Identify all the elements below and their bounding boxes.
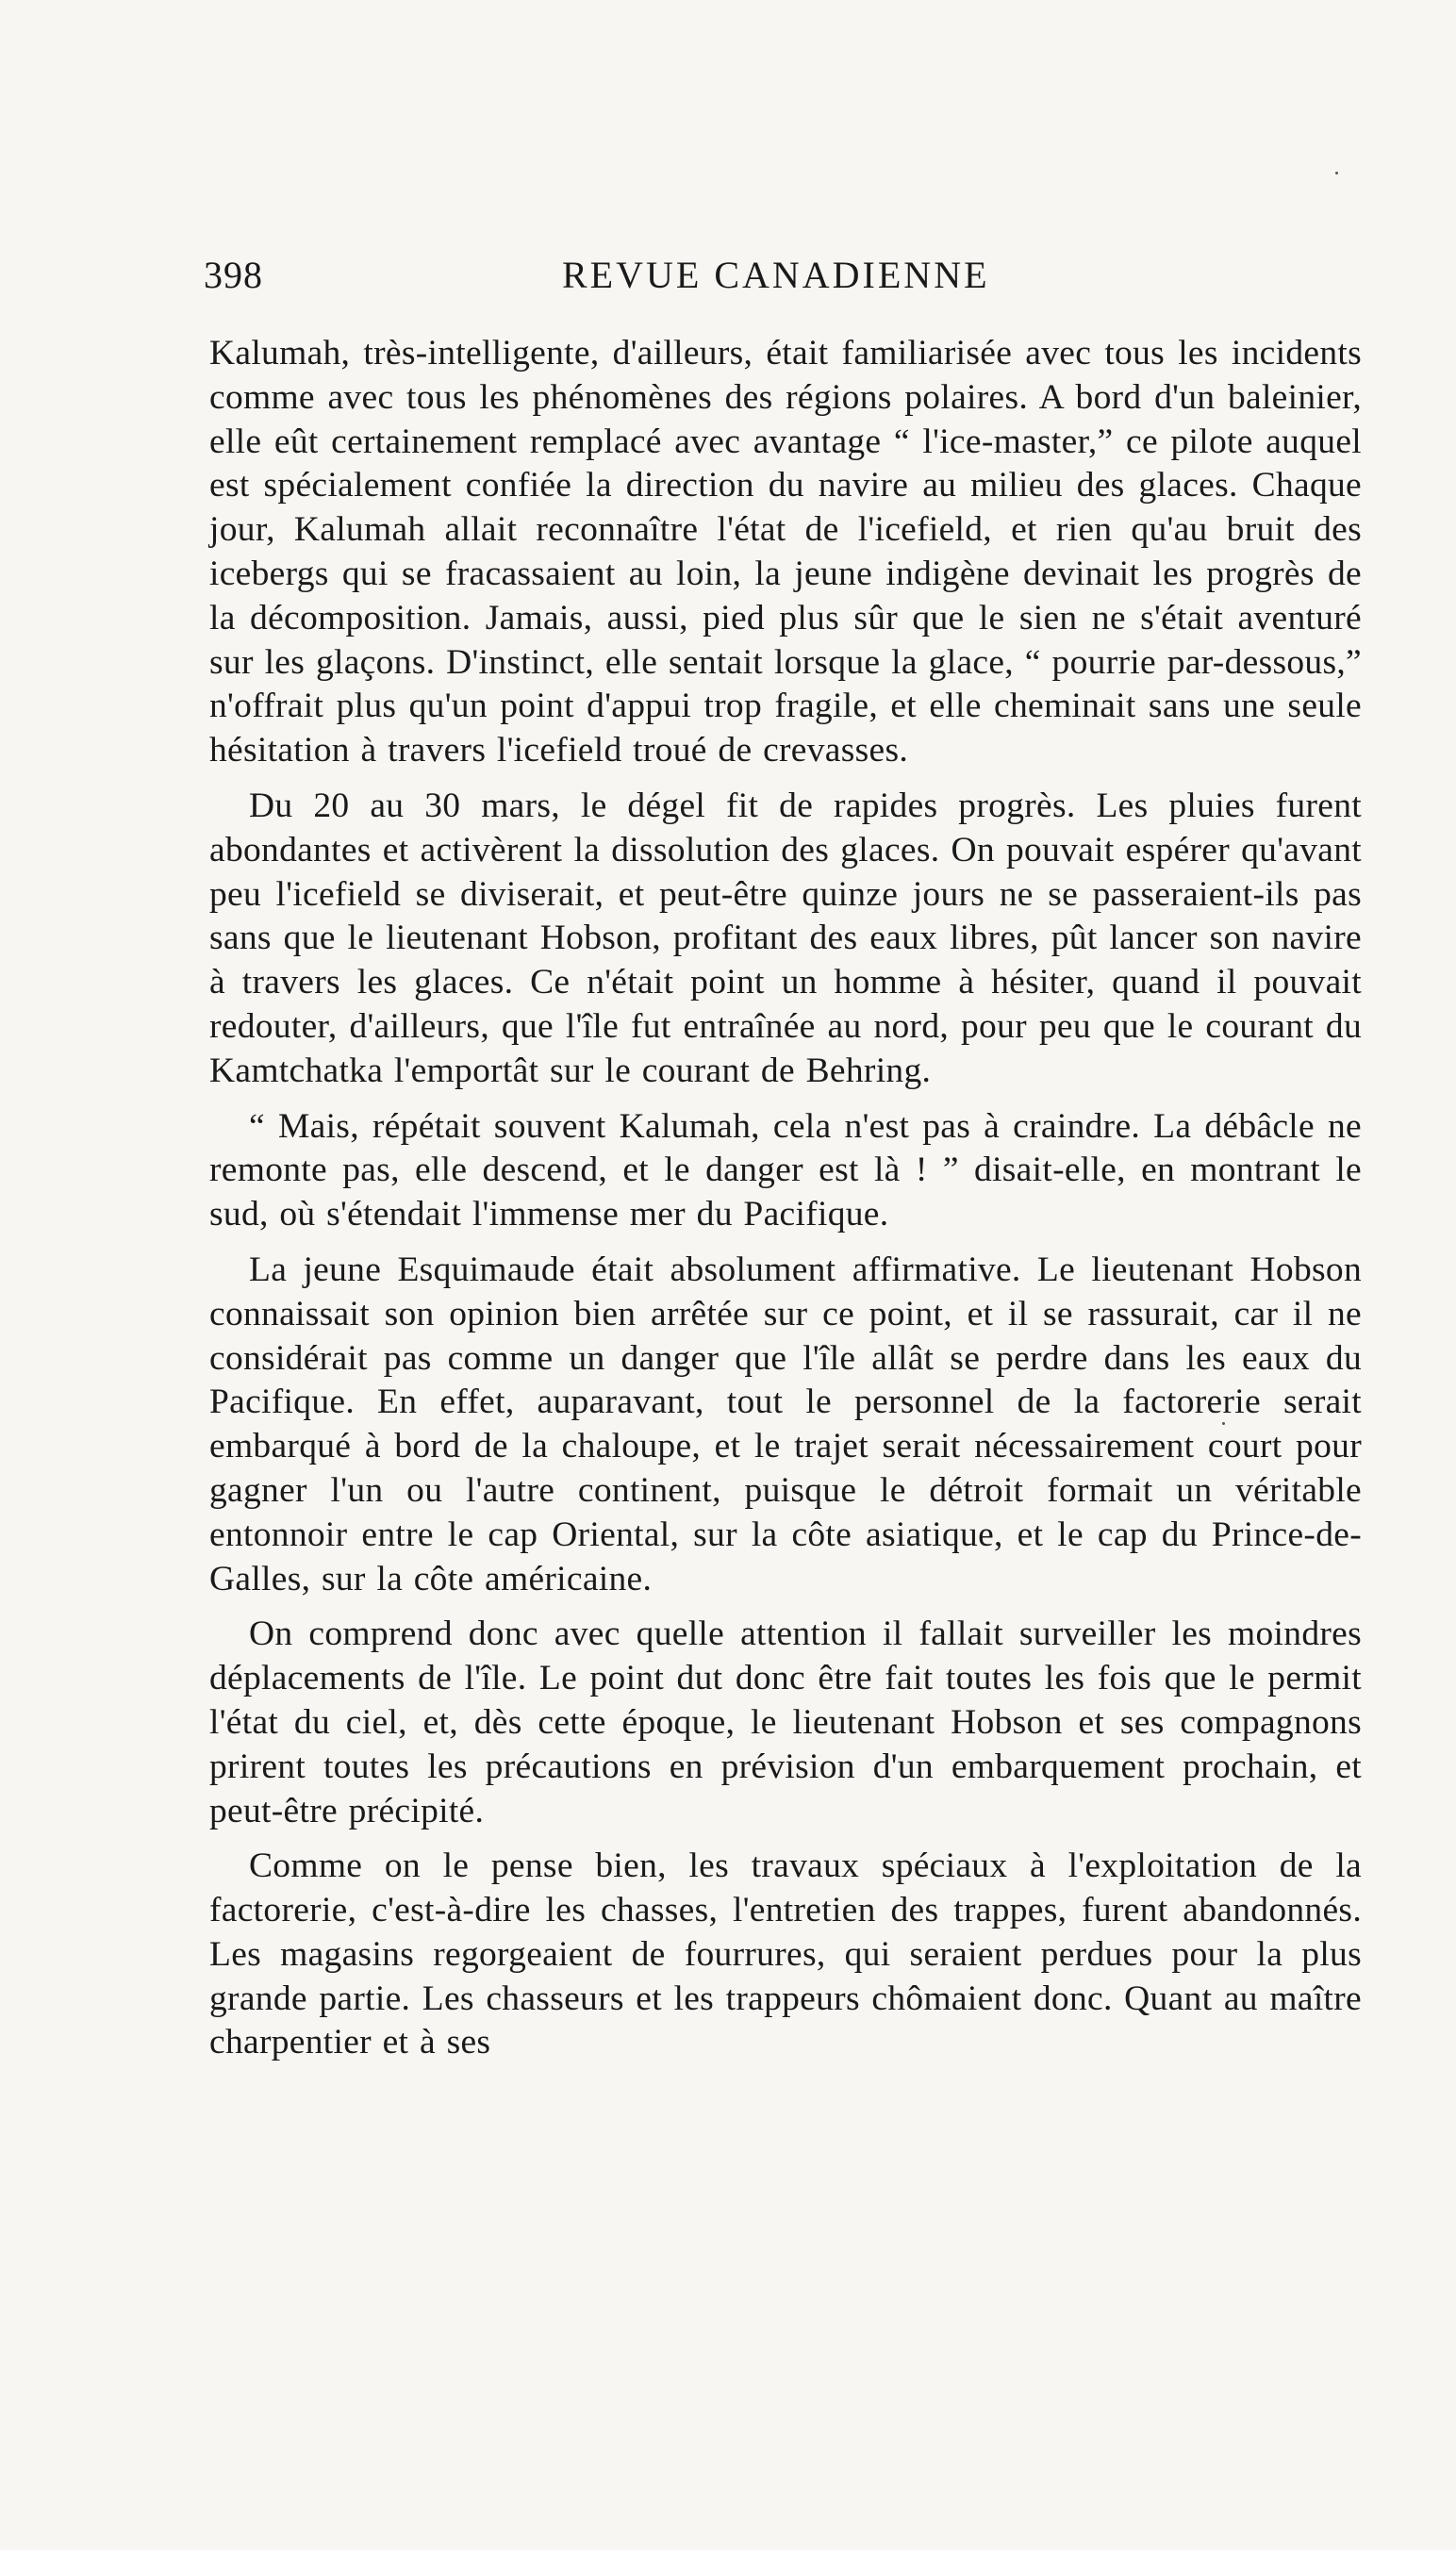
paragraph-2: Du 20 au 30 mars, le dégel fit de rapides progrès. Les pluies furent abondantes et activèrent la dissolution des glaces. On pouvait espérer qu'avant peu l'icefield se diviserait, et peut-être quinze jours ne se passeraient-ils pas sans que le lieutenant Hobson, profitant des eaux libres, pût lancer son navire à travers les glaces. Ce n'était point un homme à hésiter, quand il pouvait redouter, d'ailleurs, que l'île fut entraînée au nord, pour peu que le courant du Kamtchatka l'emportât sur le courant de Behring. — [209, 786, 1362, 1090]
paragraph-6: Comme on le pense bien, les travaux spéciaux à l'exploitation de la factorerie, c'est-à-dire les chasses, l'entretien des trappes, furent abandonnés. Les magasins regorgeaient de fourrures, qui seraient perdues pour la plus grande partie. Les chasseurs et les trappeurs chômaient donc. Quant au maître charpentier et à ses — [209, 1846, 1362, 2062]
paragraph-1: Kalumah, très-intelligente, d'ailleurs, était familiarisée avec tous les incidents comme avec tous les phénomènes des régions polaires. A bord d'un baleinier, elle eût certainement remplacé avec avantage “ l'ice-master,” ce pilote auquel est spécialement confiée la direction du navire au milieu des glaces. Chaque jour, Kalumah allait reconnaître l'état de l'icefield, et rien qu'au bruit des icebergs qui se fracassaient au loin, la jeune indigène devinait les progrès de la décomposition. Jamais, aussi, pied plus sûr que le sien ne s'était aventuré sur les glaçons. D'instinct, elle sentait lorsque la glace, “ pourrie par-dessous,” n'offrait plus qu'un point d'appui trop fragile, et elle cheminait sans une seule hésitation à travers l'icefield troué de crevasses. — [209, 334, 1362, 770]
paragraph-3: “ Mais, répétait souvent Kalumah, cela n'est pas à craindre. La débâcle ne remonte pas, elle descend, et le danger est là ! ” disait-elle, en montrant le sud, où s'étendait l'immense mer du Pacifique. — [209, 1106, 1362, 1234]
scan-speck — [1335, 172, 1338, 174]
paragraph-4: La jeune Esquimaude était absolument affirmative. Le lieutenant Hobson connaissait son opinion bien arrêtée sur ce point, et il se rassurait, car il ne considérait pas comme un danger que l'île allât se perdre dans les eaux du Pacifique. En effet, auparavant, tout le personnel de la factorerie serait embarqué à bord de la chaloupe, et le trajet serait nécessairement court pour gagner l'un ou l'autre continent, puisque le détroit formait un véritable entonnoir entre le cap Oriental, sur la côte asiatique, et le cap du Prince-de-Galles, sur la côte américaine. — [209, 1250, 1362, 1598]
page-header — [204, 253, 1373, 309]
running-title: REVUE CANADIENNE — [562, 254, 990, 296]
paragraph-5: On comprend donc avec quelle attention il fallait surveiller les moindres déplacements de l'île. Le point dut donc être fait toutes les fois que le permit l'état du ciel, et, dès cette époque, le lieutenant Hobson et ses compagnons prirent toutes les précautions en prévision d'un embarquement prochain, et peut-être précipité. — [209, 1614, 1362, 1830]
page-number: 398 — [204, 254, 263, 296]
scan-speck — [1222, 1422, 1225, 1425]
body-text — [209, 332, 1362, 2077]
